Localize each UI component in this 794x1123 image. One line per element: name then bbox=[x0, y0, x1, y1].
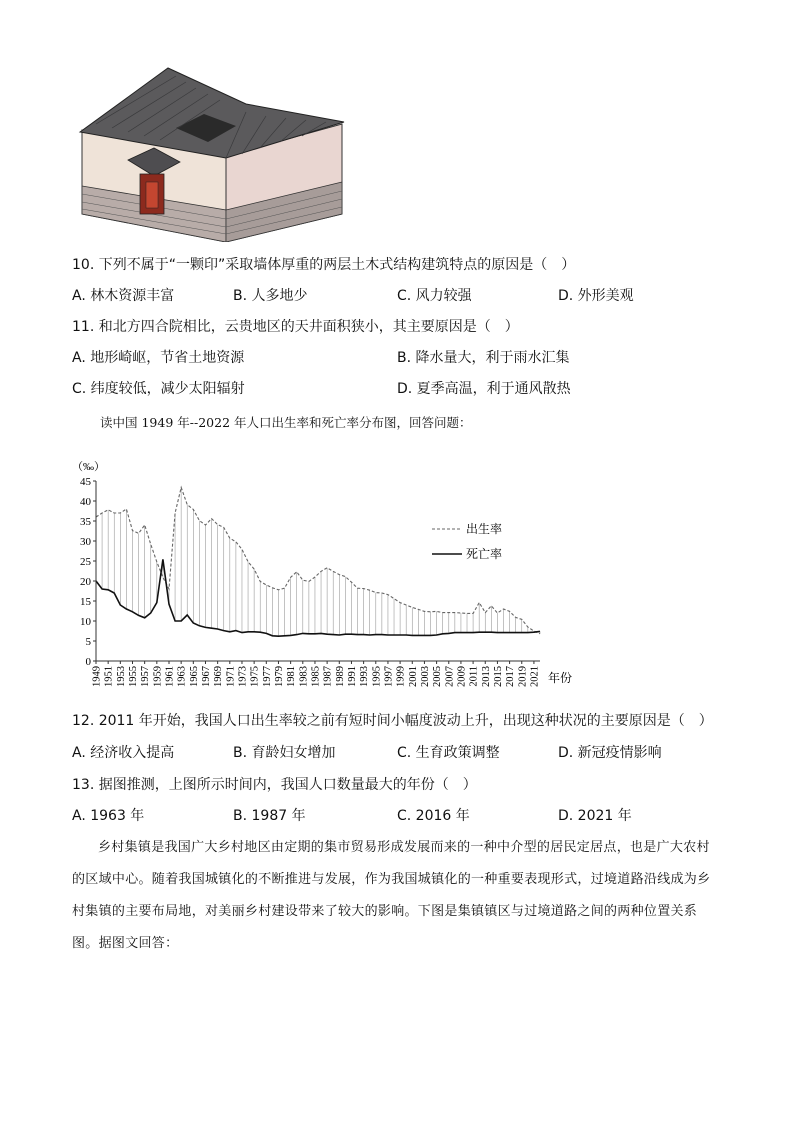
question-10-option-b[interactable]: B. 人多地少 bbox=[233, 288, 308, 304]
x-tick-label: 1999 bbox=[395, 666, 407, 687]
question-12-option-b[interactable]: B. 育龄妇女增加 bbox=[233, 745, 336, 761]
question-12-option-d[interactable]: D. 新冠疫情影响 bbox=[558, 745, 662, 761]
house-illustration bbox=[76, 64, 348, 242]
question-11-stem: 11. 和北方四合院相比，云贵地区的天井面积狭小，其主要原因是（ ） bbox=[72, 319, 519, 335]
x-tick-label: 1993 bbox=[359, 666, 371, 687]
x-tick-label: 1997 bbox=[383, 666, 395, 687]
question-11-option-d[interactable]: D. 夏季高温，利于通风散热 bbox=[397, 381, 571, 397]
question-13-option-b[interactable]: B. 1987 年 bbox=[233, 808, 306, 824]
x-tick-label: 1965 bbox=[188, 666, 200, 687]
x-tick-label: 2003 bbox=[419, 666, 431, 687]
question-11-option-b[interactable]: B. 降水量大，利于雨水汇集 bbox=[397, 350, 570, 366]
y-tick-label: 20 bbox=[80, 576, 91, 588]
y-tick-label: 25 bbox=[80, 556, 91, 568]
x-tick-label: 1973 bbox=[237, 666, 249, 687]
x-tick-label: 1969 bbox=[213, 666, 225, 687]
question-11-option-a[interactable]: A. 地形崎岖，节省土地资源 bbox=[72, 350, 245, 366]
x-tick-label: 2015 bbox=[492, 666, 504, 687]
x-tick-label: 1967 bbox=[200, 666, 212, 687]
y-tick-label: 40 bbox=[80, 496, 91, 508]
x-tick-label: 2019 bbox=[517, 666, 529, 687]
x-tick-label: 1979 bbox=[273, 666, 285, 687]
y-tick-label: 30 bbox=[80, 536, 91, 548]
y-axis-unit: （‰） bbox=[72, 461, 105, 473]
question-13-option-d[interactable]: D. 2021 年 bbox=[558, 808, 632, 824]
question-13-option-a[interactable]: A. 1963 年 bbox=[72, 808, 145, 824]
x-tick-label: 1977 bbox=[261, 666, 273, 687]
legend-death-label: 死亡率 bbox=[466, 547, 503, 561]
x-tick-label: 2001 bbox=[407, 666, 419, 687]
x-tick-label: 2011 bbox=[468, 666, 480, 687]
x-tick-label: 1991 bbox=[346, 666, 358, 687]
x-tick-label: 1971 bbox=[225, 666, 237, 687]
y-tick-label: 0 bbox=[85, 656, 91, 668]
question-13-option-c[interactable]: C. 2016 年 bbox=[397, 808, 470, 824]
x-tick-label: 1989 bbox=[334, 666, 346, 687]
question-12-option-a[interactable]: A. 经济收入提高 bbox=[72, 745, 175, 761]
x-tick-label: 1959 bbox=[152, 666, 164, 687]
death-rate-line bbox=[96, 559, 540, 636]
x-tick-label: 2021 bbox=[529, 666, 541, 687]
x-tick-label: 1961 bbox=[164, 666, 176, 687]
x-tick-label: 2009 bbox=[456, 666, 468, 687]
birth-death-rate-chart bbox=[70, 456, 610, 692]
x-tick-label: 1983 bbox=[298, 666, 310, 687]
rural-town-passage: 乡村集镇是我国广大乡村地区由定期的集市贸易形成发展而来的一种中介型的居民定居点，也是广大农村的区域中心。随着我国城镇化的不断推进与发展，作为我国城镇化的一种重要表现形式，过境道路沿线成为乡村集镇的主要布局地，对美丽乡村建设带来了较大的影响。下图是集镇镇区与过境道路之间的两种位置关系图。据图文回答： bbox=[72, 840, 711, 951]
x-tick-label: 2017 bbox=[505, 666, 517, 687]
x-axis-label: 年份 bbox=[548, 671, 573, 685]
question-13-stem: 13. 据图推测，上图所示时间内，我国人口数量最大的年份（ ） bbox=[72, 777, 477, 793]
x-tick-label: 1987 bbox=[322, 666, 334, 687]
x-tick-label: 2013 bbox=[480, 666, 492, 687]
x-tick-label: 1963 bbox=[176, 666, 188, 687]
question-10-stem: 10. 下列不属于“一颗印”采取墙体厚重的两层土木式结构建筑特点的原因是（ ） bbox=[72, 257, 576, 273]
y-tick-label: 5 bbox=[85, 636, 91, 648]
y-tick-label: 10 bbox=[80, 616, 91, 628]
y-tick-label: 35 bbox=[80, 516, 91, 528]
x-tick-label: 1995 bbox=[371, 666, 383, 687]
x-tick-label: 2007 bbox=[444, 666, 456, 687]
legend-birth-label: 出生率 bbox=[466, 522, 503, 536]
y-tick-label: 45 bbox=[80, 476, 91, 488]
question-12-stem: 12. 2011 年开始，我国人口出生率较之前有短时间小幅度波动上升，出现这种状况的主要原因是（ ） bbox=[72, 713, 713, 729]
x-tick-label: 1951 bbox=[103, 666, 115, 687]
x-tick-label: 2005 bbox=[432, 666, 444, 687]
x-tick-label: 1975 bbox=[249, 666, 261, 687]
x-tick-label: 1953 bbox=[115, 666, 127, 687]
x-tick-label: 1949 bbox=[91, 666, 103, 687]
x-tick-label: 1985 bbox=[310, 666, 322, 687]
question-10-option-c[interactable]: C. 风力较强 bbox=[397, 288, 472, 304]
chart-intro: 读中国 1949 年--2022 年人口出生率和死亡率分布图，回答问题： bbox=[100, 415, 472, 430]
x-tick-label: 1957 bbox=[140, 666, 152, 687]
y-tick-label: 15 bbox=[80, 596, 91, 608]
x-tick-label: 1955 bbox=[127, 666, 139, 687]
question-12-option-c[interactable]: C. 生育政策调整 bbox=[397, 745, 500, 761]
x-tick-label: 1981 bbox=[286, 666, 298, 687]
question-11-option-c[interactable]: C. 纬度较低，减少太阳辐射 bbox=[72, 381, 245, 397]
question-10-option-d[interactable]: D. 外形美观 bbox=[558, 288, 634, 304]
question-10-option-a[interactable]: A. 林木资源丰富 bbox=[72, 288, 175, 304]
